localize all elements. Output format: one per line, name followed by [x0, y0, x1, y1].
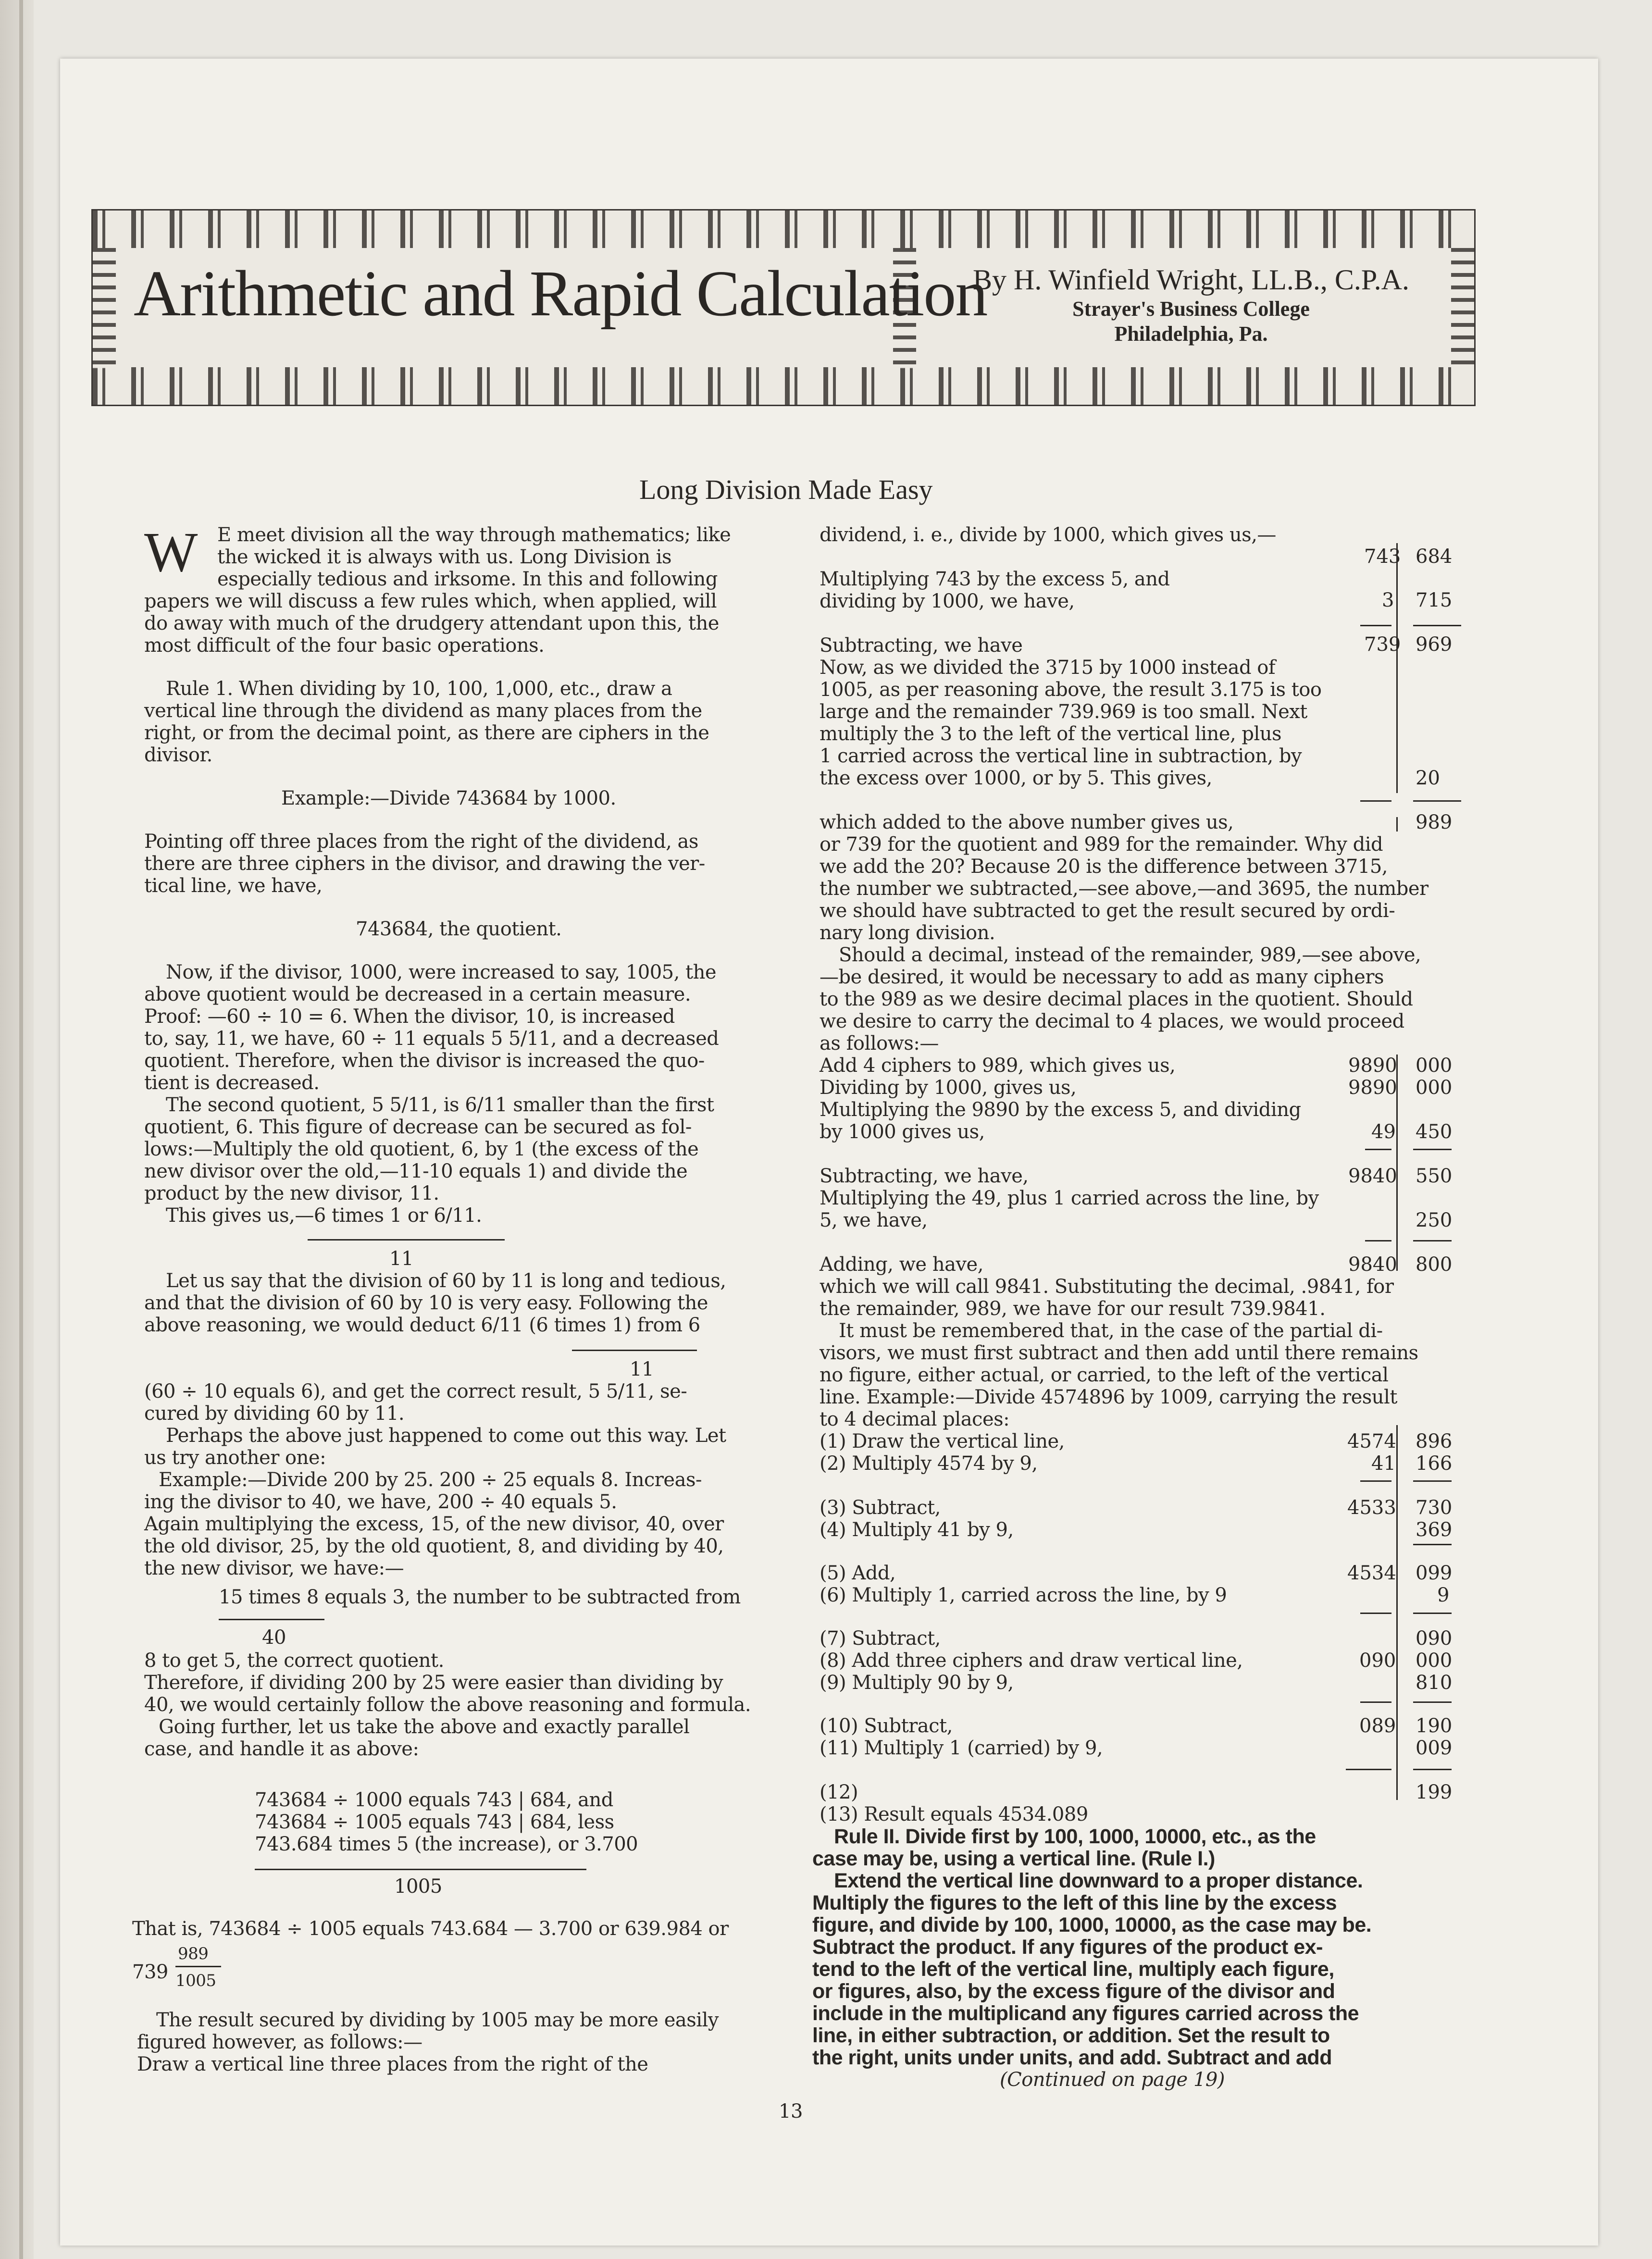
- right-figure: 20: [1416, 767, 1440, 789]
- section-title: Long Division Made Easy: [639, 474, 933, 505]
- right-figure: 190: [1416, 1715, 1453, 1737]
- left-line: Example:—Divide 200 by 25. 200 ÷ 25 equals 8. Increas-: [159, 1469, 702, 1491]
- right-line: 1005, as per reasoning above, the result 3.175 is too: [820, 679, 1322, 701]
- right-line: multiply the 3 to the left of the vertical line, plus: [820, 723, 1282, 745]
- right-line: —be desired, it would be necessary to add as many ciphers: [820, 966, 1384, 988]
- right-line: Multiplying the 49, plus 1 carried across the line, by: [820, 1187, 1319, 1209]
- right-line: (3) Subtract,: [820, 1497, 941, 1519]
- right-line: we desire to carry the decimal to 4 places, we would proceed: [820, 1010, 1404, 1032]
- right-line: line. Example:—Divide 4574896 by 1009, carrying the result: [820, 1386, 1397, 1408]
- left-line: That is, 743684 ÷ 1005 equals 743.684 — 3.700 or 639.984 or: [132, 1918, 729, 1940]
- book-spine: [0, 0, 34, 2259]
- right-line: the number we subtracted,—see above,—and 3695, the number: [820, 878, 1428, 900]
- left-line: The second quotient, 5 5/11, is 6/11 smaller than the first: [166, 1094, 714, 1116]
- author-school: Strayer's Business College: [1072, 297, 1310, 321]
- left-line: E meet division all the way through mathematics; like: [217, 524, 731, 546]
- right-line: nary long division.: [820, 922, 995, 944]
- right-line: the right, units under units, and add. Subtract and add: [812, 2046, 1332, 2069]
- drop-cap: W: [144, 521, 198, 583]
- left-line: the new divisor, we have:—: [144, 1557, 404, 1579]
- author-block: [932, 263, 1451, 347]
- left-line: 15 times 8 equals 3, the number to be subtracted from: [219, 1586, 741, 1608]
- title-banner: [91, 209, 1476, 406]
- sum-rule: [1360, 1480, 1391, 1482]
- right-line: (1) Draw the vertical line,: [820, 1430, 1065, 1452]
- right-figure: 800: [1416, 1254, 1453, 1276]
- left-line: quotient. Therefore, when the divisor is increased the quo-: [144, 1050, 705, 1072]
- left-line: (60 ÷ 10 equals 6), and get the correct result, 5 5/11, se-: [144, 1380, 687, 1403]
- left-line: 1005: [394, 1875, 442, 1898]
- right-line: Subtract the product. If any figures of the product ex-: [812, 1936, 1323, 1959]
- right-line: to the 989 as we desire decimal places in the quotient. Should: [820, 988, 1413, 1010]
- right-figure: 000: [1416, 1077, 1453, 1099]
- right-line: tend to the left of the vertical line, multiply each figure,: [812, 1958, 1334, 1981]
- left-line: Pointing off three places from the right of the dividend, as: [144, 831, 698, 853]
- left-line: lows:—Multiply the old quotient, 6, by 1 (the excess of the: [144, 1138, 699, 1160]
- left-figure: 4534: [1347, 1562, 1396, 1584]
- left-line: above quotient would be decreased in a certain measure.: [144, 983, 691, 1005]
- fraction-rule: [308, 1239, 505, 1241]
- left-line: there are three ciphers in the divisor, and drawing the ver-: [144, 853, 705, 875]
- left-line: us try another one:: [144, 1447, 326, 1469]
- right-line: (7) Subtract,: [820, 1627, 941, 1650]
- right-line: Now, as we divided the 3715 by 1000 instead of: [820, 657, 1276, 679]
- right-line: (2) Multiply 4574 by 9,: [820, 1452, 1038, 1475]
- left-line: 739: [132, 1961, 168, 1983]
- right-line: (11) Multiply 1 (carried) by 9,: [820, 1737, 1103, 1759]
- right-figure: 969: [1416, 633, 1453, 656]
- top-ornament-border: [93, 211, 1474, 248]
- right-line: Add 4 ciphers to 989, which gives us,: [820, 1055, 1176, 1077]
- right-figure: 715: [1416, 589, 1453, 611]
- sum-rule: [1413, 1769, 1452, 1770]
- right-figure: 450: [1416, 1121, 1453, 1143]
- right-figure: 250: [1416, 1209, 1453, 1231]
- sum-rule: [1365, 1240, 1391, 1241]
- right-figure: 9: [1437, 1584, 1450, 1606]
- sum-rule: [1346, 1769, 1391, 1770]
- left-line: do away with much of the drudgery attendant upon this, the: [144, 612, 719, 634]
- right-line: line, in either subtraction, or addition. Set the result to: [812, 2024, 1330, 2047]
- right-figure: 684: [1416, 546, 1453, 568]
- right-line: visors, we must first subtract and then add until there remains: [820, 1342, 1418, 1364]
- right-line: or 739 for the quotient and 989 for the remainder. Why did: [820, 833, 1383, 856]
- left-line: Again multiplying the excess, 15, of the new divisor, 40, over: [144, 1513, 724, 1535]
- left-figure: 090: [1359, 1650, 1396, 1672]
- left-line: the old divisor, 25, by the old quotient, 8, and dividing by 40,: [144, 1535, 724, 1557]
- left-figure: 4533: [1347, 1497, 1396, 1519]
- sum-rule: [1360, 1613, 1391, 1614]
- fraction-denominator: 1005: [175, 1971, 216, 1990]
- sum-rule: [1413, 1149, 1452, 1150]
- left-figure: 9890: [1348, 1077, 1397, 1099]
- left-line: 11: [630, 1358, 654, 1380]
- sum-rule: [1360, 1701, 1391, 1703]
- division-vertical-line: [1396, 817, 1398, 832]
- left-line: 40: [262, 1626, 286, 1649]
- left-line: 40, we would certainly follow the above reasoning and formula.: [144, 1694, 751, 1716]
- right-figure: 550: [1416, 1165, 1453, 1187]
- left-line: 743.684 times 5 (the increase), or 3.700: [255, 1833, 638, 1855]
- left-line: case, and handle it as above:: [144, 1738, 419, 1760]
- left-line: Rule 1. When dividing by 10, 100, 1,000, etc., draw a: [166, 678, 672, 700]
- right-line: dividing by 1000, we have,: [820, 590, 1075, 612]
- right-line: we should have subtracted to get the result secured by ordi-: [820, 900, 1395, 922]
- sum-rule: [1413, 800, 1461, 802]
- left-line: 8 to get 5, the correct quotient.: [144, 1650, 444, 1672]
- right-line: Multiplying 743 by the excess 5, and: [820, 568, 1170, 590]
- bottom-ornament-border: [93, 367, 1474, 405]
- right-line: Adding, we have,: [820, 1254, 983, 1276]
- left-figure: 9840: [1348, 1165, 1397, 1187]
- left-line: 743684, the quotient.: [356, 918, 562, 940]
- author-city: Philadelphia, Pa.: [1114, 322, 1268, 346]
- author-name: By H. Winfield Wright, LL.B., C.P.A.: [973, 264, 1409, 296]
- right-line: which added to the above number gives us,: [820, 811, 1234, 833]
- right-figure: 989: [1416, 811, 1453, 833]
- rule-two-heading: Rule II. Divide first by 100, 1000, 10000, etc., as the: [834, 1825, 1316, 1848]
- right-figure: 896: [1416, 1430, 1453, 1452]
- right-line: no figure, either actual, or carried, to the left of the vertical: [820, 1364, 1389, 1386]
- right-line: the remainder, 989, we have for our result 739.9841.: [820, 1298, 1326, 1320]
- right-figure: 166: [1416, 1452, 1453, 1475]
- left-figure: 739: [1364, 633, 1401, 656]
- left-line: 743684 ÷ 1005 equals 743 | 684, less: [255, 1811, 614, 1833]
- left-figure: 089: [1359, 1715, 1396, 1737]
- left-line: divisor.: [144, 744, 212, 766]
- right-figure: 009: [1416, 1737, 1453, 1759]
- right-line: Dividing by 1000, gives us,: [820, 1077, 1077, 1099]
- left-line: ing the divisor to 40, we have, 200 ÷ 40 equals 5.: [144, 1491, 617, 1513]
- right-line: 1 carried across the vertical line in subtraction, by: [820, 745, 1302, 767]
- left-line: vertical line through the dividend as many places from the: [144, 700, 702, 722]
- left-line: This gives us,—6 times 1 or 6/11.: [166, 1204, 482, 1227]
- right-line: the excess over 1000, or by 5. This gives,: [820, 767, 1212, 789]
- left-figure: 4574: [1347, 1430, 1396, 1452]
- right-line: Should a decimal, instead of the remainder, 989,—see above,: [839, 944, 1421, 966]
- right-line: include in the multiplicand any figures carried across the: [812, 2002, 1359, 2025]
- left-line: product by the new divisor, 11.: [144, 1182, 439, 1204]
- right-ornament-border: [1451, 248, 1474, 368]
- page-number: 13: [779, 2100, 803, 2122]
- right-line: Multiply the figures to the left of this line by the excess: [812, 1891, 1337, 1914]
- right-line: Subtracting, we have: [820, 634, 1023, 657]
- sum-rule: [1413, 1240, 1452, 1241]
- right-figure: 090: [1416, 1627, 1453, 1650]
- left-figure: 9890: [1348, 1055, 1397, 1077]
- left-line: and that the division of 60 by 10 is very easy. Following the: [144, 1292, 708, 1314]
- right-line: as follows:—: [820, 1032, 939, 1055]
- right-line: (4) Multiply 41 by 9,: [820, 1519, 1014, 1541]
- right-line: Extend the vertical line downward to a proper distance.: [834, 1869, 1363, 1892]
- sum-rule: [1413, 1544, 1452, 1545]
- left-line: most difficult of the four basic operations.: [144, 634, 545, 657]
- left-figure: 41: [1371, 1452, 1396, 1475]
- right-figure: 199: [1416, 1781, 1453, 1803]
- right-figure: 000: [1416, 1055, 1453, 1077]
- right-figure: 099: [1416, 1562, 1453, 1584]
- left-figure: 743: [1364, 546, 1401, 568]
- right-line: we add the 20? Because 20 is the difference between 3715,: [820, 856, 1388, 878]
- left-line: Proof: —60 ÷ 10 = 6. When the divisor, 10, is increased: [144, 1005, 675, 1028]
- left-line: tical line, we have,: [144, 875, 323, 897]
- right-line: Multiplying the 9890 by the excess 5, and dividing: [820, 1099, 1301, 1121]
- left-line: tient is decreased.: [144, 1072, 320, 1094]
- left-line: 11: [389, 1248, 413, 1270]
- right-figure: 730: [1416, 1497, 1453, 1519]
- continued-note: (Continued on page 19): [1000, 2069, 1225, 2091]
- left-line: Now, if the divisor, 1000, were increased to say, 1005, the: [166, 961, 717, 983]
- sum-rule: [1360, 625, 1391, 626]
- right-line: It must be remembered that, in the case of the partial di-: [839, 1320, 1383, 1342]
- left-line: The result secured by dividing by 1005 may be more easily: [156, 2009, 719, 2031]
- right-line: (13) Result equals 4534.089: [820, 1803, 1088, 1825]
- right-line: (6) Multiply 1, carried across the line, by 9: [820, 1584, 1227, 1606]
- left-line: figured however, as follows:—: [137, 2031, 422, 2053]
- right-line: by 1000 gives us,: [820, 1121, 985, 1143]
- left-ornament-border: [93, 248, 116, 368]
- right-line: (9) Multiply 90 by 9,: [820, 1672, 1014, 1694]
- left-line: above reasoning, we would deduct 6/11 (6 times 1) from 6: [144, 1314, 700, 1336]
- fraction-numerator: 989: [178, 1944, 209, 1963]
- left-line: cured by dividing 60 by 11.: [144, 1403, 405, 1425]
- left-line: new divisor over the old,—11-10 equals 1) and divide the: [144, 1160, 688, 1182]
- division-vertical-line: [1396, 1425, 1398, 1800]
- right-figure: 000: [1416, 1650, 1453, 1672]
- left-line: papers we will discuss a few rules which, when applied, will: [144, 590, 717, 612]
- fraction-rule: [572, 1350, 697, 1351]
- fraction-rule: [219, 1619, 324, 1620]
- right-line: figure, and divide by 100, 1000, 10000, as the case may be.: [812, 1913, 1372, 1936]
- fraction-rule: [175, 1966, 221, 1967]
- sum-rule: [1365, 1149, 1391, 1150]
- left-figure: 3: [1382, 589, 1394, 611]
- left-line: Example:—Divide 743684 by 1000.: [281, 787, 616, 809]
- right-line: (8) Add three ciphers and draw vertical line,: [820, 1650, 1243, 1672]
- left-line: the wicked it is always with us. Long Division is: [217, 546, 672, 568]
- right-line: 5, we have,: [820, 1209, 928, 1231]
- left-line: Therefore, if dividing 200 by 25 were easier than dividing by: [144, 1672, 723, 1694]
- division-vertical-line: [1396, 543, 1398, 793]
- left-line: Perhaps the above just happened to come out this way. Let: [166, 1425, 726, 1447]
- sum-rule: [1360, 800, 1391, 802]
- left-figure: 9840: [1348, 1254, 1397, 1276]
- left-line: 743684 ÷ 1000 equals 743 | 684, and: [255, 1789, 613, 1811]
- right-line: or figures, also, by the excess figure of the divisor and: [812, 1980, 1335, 2003]
- fraction-rule: [255, 1869, 586, 1870]
- left-line: especially tedious and irksome. In this and following: [217, 568, 718, 590]
- left-line: Let us say that the division of 60 by 11 is long and tedious,: [166, 1270, 726, 1292]
- left-figure: 49: [1371, 1121, 1396, 1143]
- article-title: Arithmetic and Rapid Calculation: [134, 258, 987, 330]
- right-line: to 4 decimal places:: [820, 1408, 1010, 1430]
- sum-rule: [1413, 1701, 1452, 1703]
- right-line: (10) Subtract,: [820, 1715, 953, 1737]
- left-line: Draw a vertical line three places from the right of the: [137, 2053, 648, 2075]
- left-line: to, say, 11, we have, 60 ÷ 11 equals 5 5/11, and a decreased: [144, 1028, 719, 1050]
- right-figure: 369: [1416, 1519, 1453, 1541]
- right-line: (5) Add,: [820, 1562, 896, 1584]
- left-line: Going further, let us take the above and exactly parallel: [159, 1716, 690, 1738]
- sum-rule: [1413, 1613, 1452, 1614]
- right-line: Subtracting, we have,: [820, 1165, 1029, 1187]
- left-line: quotient, 6. This figure of decrease can be secured as fol-: [144, 1116, 692, 1138]
- right-line: which we will call 9841. Substituting the decimal, .9841, for: [820, 1276, 1394, 1298]
- right-line: large and the remainder 739.969 is too small. Next: [820, 701, 1307, 723]
- sum-rule: [1413, 625, 1461, 626]
- right-figure: 810: [1416, 1672, 1453, 1694]
- right-line: (12): [820, 1781, 858, 1803]
- left-line: right, or from the decimal point, as there are ciphers in the: [144, 722, 709, 744]
- right-line: case may be, using a vertical line. (Rule I.): [812, 1847, 1215, 1870]
- right-line: dividend, i. e., divide by 1000, which gives us,—: [820, 524, 1276, 546]
- sum-rule: [1413, 1480, 1452, 1482]
